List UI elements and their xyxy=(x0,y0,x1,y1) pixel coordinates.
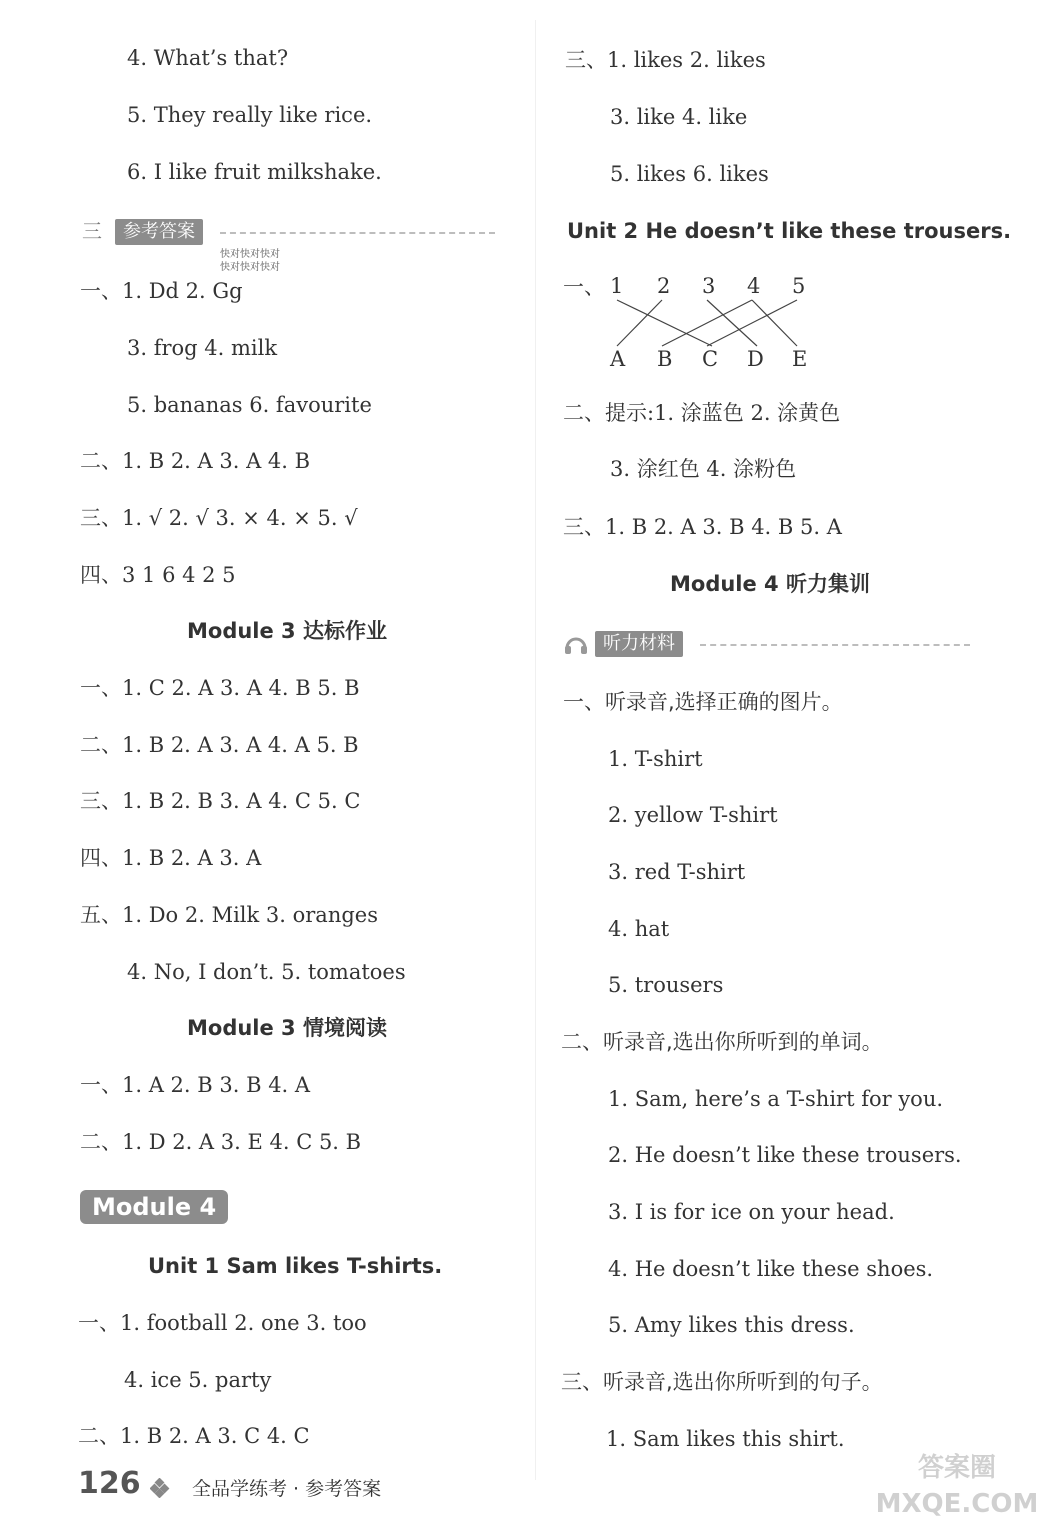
answer-line: 2. yellow T-shirt xyxy=(608,803,778,827)
watermark-logo: 答案圈 MXQE.COM xyxy=(875,1453,1039,1519)
match-top-label: 5 xyxy=(792,274,806,298)
answer-line: 4. What’s that? xyxy=(127,46,289,70)
match-bottom-label: D xyxy=(747,347,764,371)
answer-line: 3. 涂红色 4. 涂粉色 xyxy=(610,457,797,481)
module-banner: Module 4 xyxy=(80,1190,228,1224)
listening-material-tag: 听力材料 xyxy=(595,631,683,657)
section-heading: Module 4 听力集训 xyxy=(670,572,870,596)
answer-line: 5. They really like rice. xyxy=(127,103,373,127)
answer-line: 4. No, I don’t. 5. tomatoes xyxy=(127,960,406,984)
answer-line: 3. like 4. like xyxy=(610,105,748,129)
answer-line: 五、1. Do 2. Milk 3. oranges xyxy=(80,903,378,927)
match-bottom-label: A xyxy=(610,347,626,371)
stamp-text: 快对快对快对 xyxy=(220,262,280,273)
answer-line: 5. trousers xyxy=(608,973,724,997)
footer-brand: 全品学练考 · 参考答案 xyxy=(192,1478,382,1500)
answer-line: 四、3 1 6 4 2 5 xyxy=(80,563,236,587)
section-divider xyxy=(700,644,970,646)
answer-line: 二、1. B 2. A 3. C 4. C xyxy=(78,1424,310,1448)
answer-line: 3. frog 4. milk xyxy=(127,336,278,360)
answer-line: 一、1. A 2. B 3. B 4. A xyxy=(80,1073,311,1097)
section-divider xyxy=(220,232,495,234)
page-number: 126 xyxy=(78,1466,141,1501)
answer-line: 三、1. likes 2. likes xyxy=(565,48,766,72)
answer-line: 一、1. Dd 2. Gg xyxy=(80,279,243,303)
answer-line: 3. red T-shirt xyxy=(608,860,746,884)
answer-line: 5. bananas 6. favourite xyxy=(127,393,372,417)
section-number: 三 xyxy=(82,219,102,243)
answer-line: 一、1. C 2. A 3. A 4. B 5. B xyxy=(80,676,360,700)
match-top-label: 3 xyxy=(702,274,716,298)
unit-heading: Unit 1 Sam likes T-shirts. xyxy=(148,1254,443,1278)
answer-line: 5. likes 6. likes xyxy=(610,162,769,186)
answer-line: 三、1. B 2. B 3. A 4. C 5. C xyxy=(80,789,361,813)
answer-line: 4. ice 5. party xyxy=(124,1368,272,1392)
headphones-icon xyxy=(563,632,589,656)
match-top-label: 4 xyxy=(747,274,761,298)
answer-line: 1. Sam, here’s a T-shirt for you. xyxy=(608,1087,944,1111)
answer-line: 四、1. B 2. A 3. A xyxy=(80,846,262,870)
answer-line: 1. Sam likes this shirt. xyxy=(606,1427,845,1451)
match-top-label: 1 xyxy=(610,274,624,298)
diamond-icon xyxy=(150,1478,170,1498)
answer-line: 三、1. B 2. A 3. B 4. B 5. A xyxy=(563,515,842,539)
question-heading: 一、听录音,选择正确的图片。 xyxy=(563,690,843,714)
match-bottom-label: E xyxy=(792,347,808,371)
match-top-label: 2 xyxy=(657,274,671,298)
unit-heading: Unit 2 He doesn’t like these trousers. xyxy=(567,219,1012,243)
stamp-text: 快对快对快对 xyxy=(220,249,280,260)
answer-line: 二、1. B 2. A 3. A 4. B xyxy=(80,449,311,473)
answer-line: 4. He doesn’t like these shoes. xyxy=(608,1257,934,1281)
answer-line: 2. He doesn’t like these trousers. xyxy=(608,1143,962,1167)
answer-line: 4. hat xyxy=(608,917,670,941)
answers-tag: 参考答案 xyxy=(115,219,203,245)
column-divider xyxy=(535,20,536,1480)
answer-line: 三、1. √ 2. √ 3. × 4. × 5. √ xyxy=(80,506,358,530)
answer-line: 二、1. B 2. A 3. A 4. A 5. B xyxy=(80,733,359,757)
match-bottom-label: C xyxy=(702,347,719,371)
answer-line: 二、1. D 2. A 3. E 4. C 5. B xyxy=(80,1130,362,1154)
section-heading: Module 3 情境阅读 xyxy=(187,1016,387,1040)
question-heading: 三、听录音,选出你所听到的句子。 xyxy=(561,1370,883,1394)
matching-prefix: 一、 xyxy=(563,275,605,299)
answer-line: 3. I is for ice on your head. xyxy=(608,1200,895,1224)
question-heading: 二、听录音,选出你所听到的单词。 xyxy=(561,1030,883,1054)
section-heading: Module 3 达标作业 xyxy=(187,619,387,643)
answer-line: 6. I like fruit milkshake. xyxy=(127,160,382,184)
match-bottom-label: B xyxy=(657,347,673,371)
matching-diagram xyxy=(600,270,820,380)
answer-line: 1. T-shirt xyxy=(608,747,703,771)
answer-line: 二、提示:1. 涂蓝色 2. 涂黄色 xyxy=(563,401,841,425)
answer-line: 一、1. football 2. one 3. too xyxy=(78,1311,367,1335)
answer-line: 5. Amy likes this dress. xyxy=(608,1313,855,1337)
